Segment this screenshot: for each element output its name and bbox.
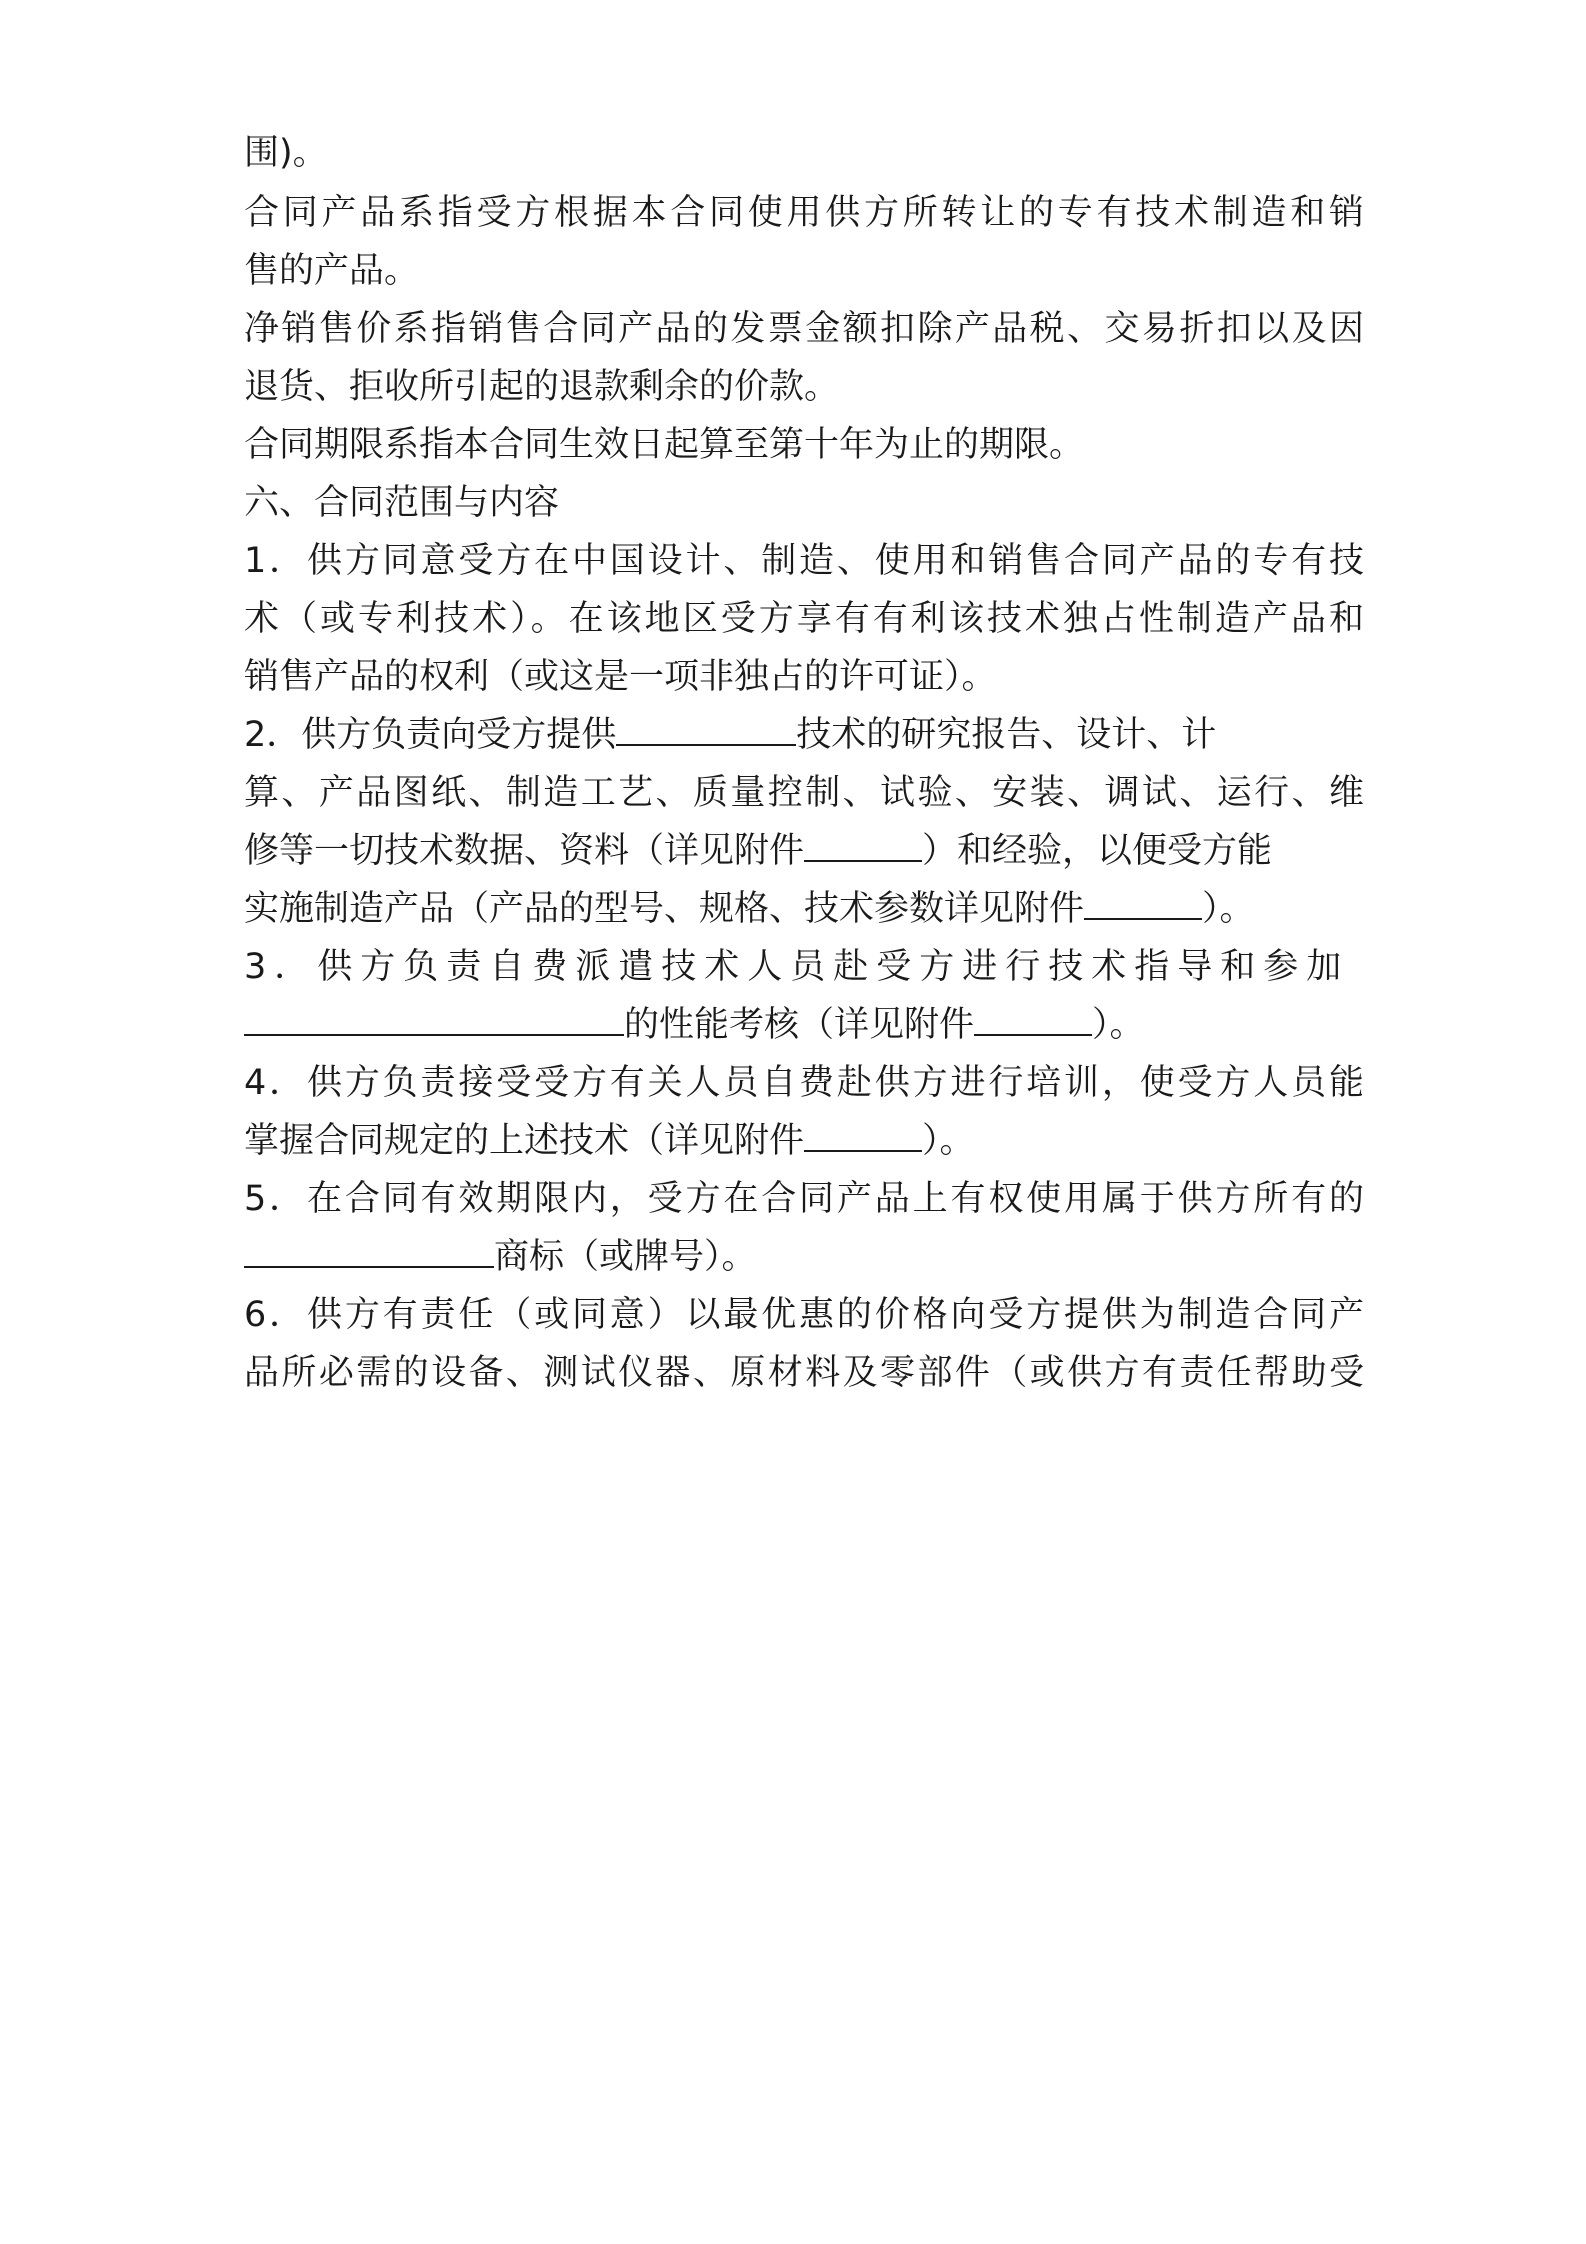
text-line — [244, 188, 1364, 238]
fill-in-blank — [804, 826, 922, 862]
text-run: 销售产品的权利（或这是一项非独占的许可证）。 — [244, 657, 997, 697]
text-run: 4．供方负责接受受方有关人员自费赴供方进行培训，使受方人员能 — [244, 1063, 1364, 1103]
text-run: 合同期限系指本合同生效日起算至第十年为止的期限。 — [244, 425, 1085, 465]
text-run: 3．供方负责自费派遣技术人员赴受方进行技术指导和参加 — [244, 947, 1350, 987]
text-run: 合同产品系指受方根据本合同使用供方所转让的专有技术制造和销 — [244, 193, 1364, 233]
text-line — [244, 1116, 1364, 1166]
text-run: 的性能考核（详见附件 — [624, 1005, 975, 1045]
text-run: 算、产品图纸、制造工艺、质量控制、试验、安装、调试、运行、维 — [244, 773, 1364, 813]
text-line — [244, 1174, 1364, 1224]
text-line — [244, 1000, 1364, 1050]
text-run: ）和经验，以便受方能 — [922, 831, 1273, 871]
text-run: 2．供方负责向受方提供 — [244, 715, 617, 755]
text-line — [244, 536, 1364, 586]
text-run: 1．供方同意受方在中国设计、制造、使用和销售合同产品的专有技 — [244, 541, 1364, 581]
text-line — [244, 652, 1364, 702]
text-run: 术（或专利技术）。在该地区受方享有有利该技术独占性制造产品和 — [244, 599, 1364, 639]
fill-in-blank — [804, 1116, 922, 1152]
text-line — [244, 594, 1364, 644]
text-run: 品所必需的设备、测试仪器、原材料及零部件（或供方有责任帮助受 — [244, 1353, 1364, 1393]
text-run: ）。 — [922, 1121, 975, 1161]
text-run: 实施制造产品（产品的型号、规格、技术参数详见附件 — [244, 889, 1085, 929]
text-line — [244, 1290, 1364, 1340]
fill-in-blank — [1084, 884, 1202, 920]
text-line — [244, 826, 1364, 876]
text-line — [244, 128, 1364, 178]
text-run: ）。 — [1202, 889, 1255, 929]
text-run: 售的产品。 — [244, 251, 420, 291]
text-run: 净销售价系指销售合同产品的发票金额扣除产品税、交易折扣以及因 — [244, 309, 1364, 349]
text-line — [244, 1058, 1364, 1108]
text-run: 商标（或牌号）。 — [494, 1237, 757, 1277]
text-run: 6．供方有责任（或同意）以最优惠的价格向受方提供为制造合同产 — [244, 1295, 1364, 1335]
text-run: 退货、拒收所引起的退款剩余的价款。 — [244, 367, 840, 407]
fill-in-blank — [244, 1000, 624, 1036]
text-run: 围)。 — [244, 133, 328, 173]
text-line — [244, 710, 1364, 760]
text-line — [244, 768, 1364, 818]
text-line — [244, 1232, 1364, 1282]
text-run: 5．在合同有效期限内，受方在合同产品上有权使用属于供方所有的 — [244, 1179, 1364, 1219]
text-run: ）。 — [1092, 1005, 1145, 1045]
text-run: 六、合同范围与内容 — [244, 483, 560, 523]
text-line — [244, 1348, 1364, 1398]
text-line — [244, 362, 1364, 412]
fill-in-blank — [974, 1000, 1092, 1036]
text-run: 掌握合同规定的上述技术（详见附件 — [244, 1121, 805, 1161]
section-heading — [244, 478, 1364, 528]
text-line — [244, 304, 1364, 354]
fill-in-blank — [616, 710, 796, 746]
text-line — [244, 246, 1364, 296]
text-run: 修等一切技术数据、资料（详见附件 — [244, 831, 805, 871]
text-run: 技术的研究报告、设计、计 — [796, 715, 1217, 755]
text-line — [244, 884, 1364, 934]
text-line — [244, 942, 1364, 992]
text-line — [244, 420, 1364, 470]
fill-in-blank — [244, 1232, 494, 1268]
